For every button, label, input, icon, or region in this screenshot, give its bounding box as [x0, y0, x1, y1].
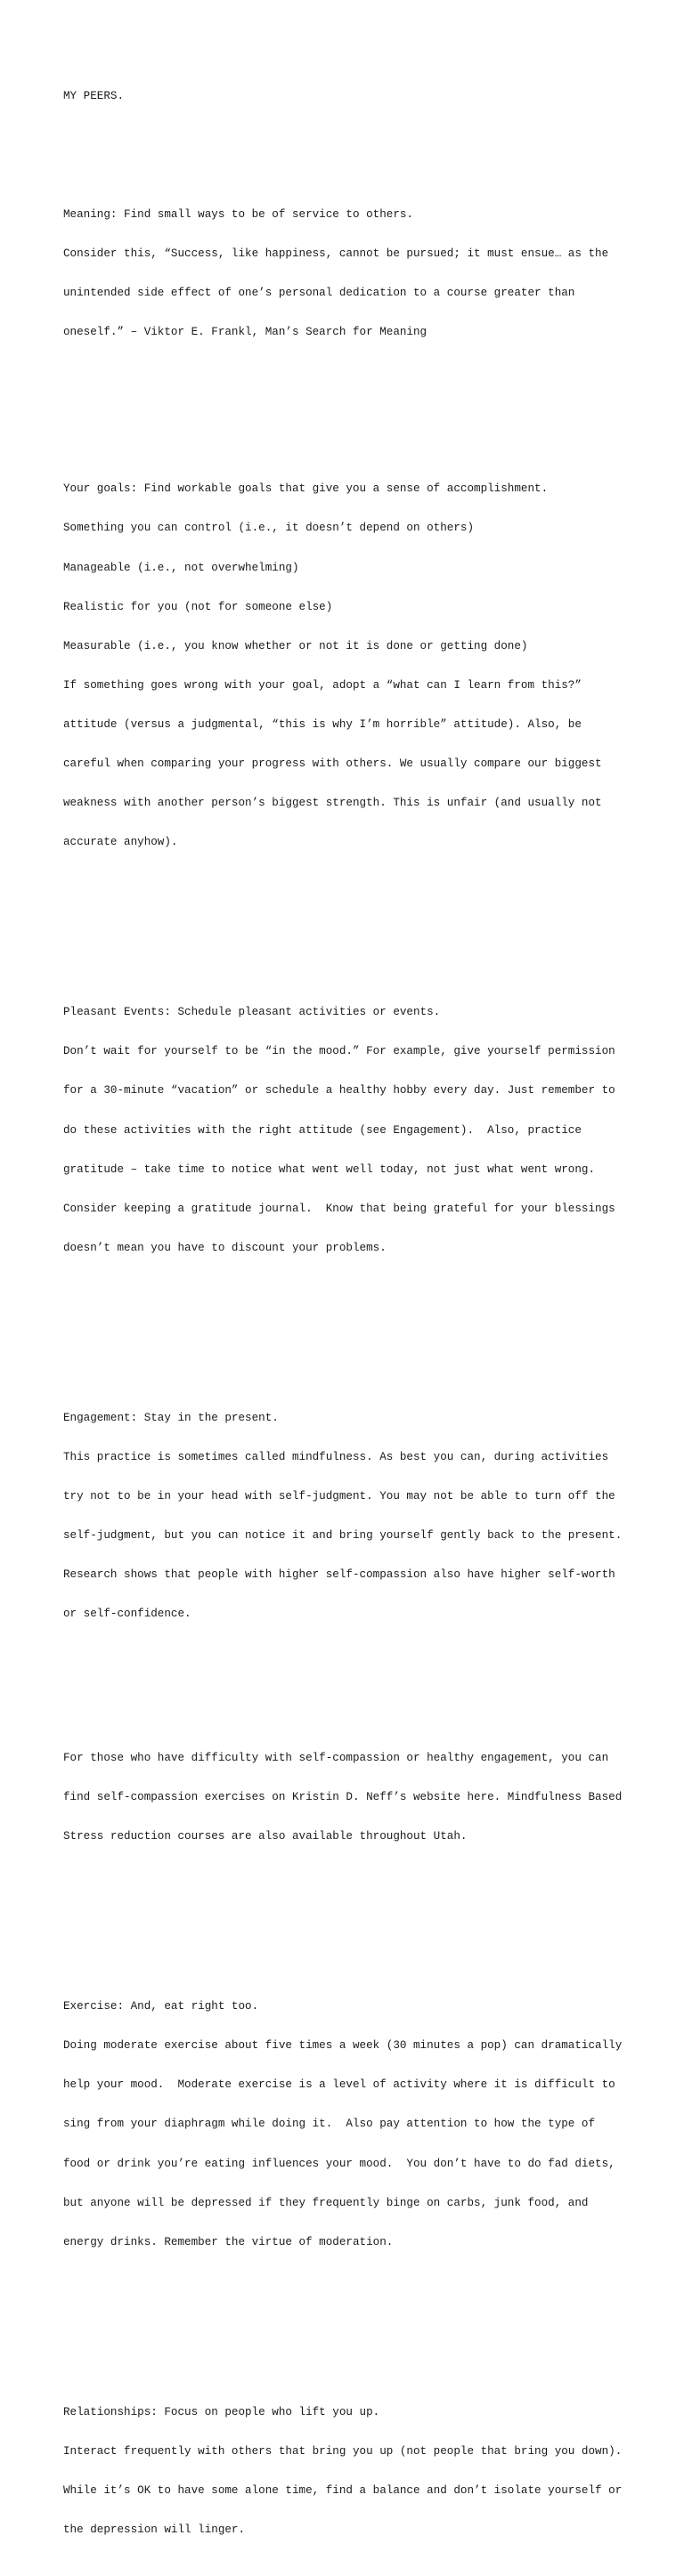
section-meaning [63, 182, 651, 365]
paragraph-line: Something you can control (i.e., it doesn’t depend on others) [63, 522, 475, 535]
paragraph-line: Research shows that people with higher self-compassion also have higher self-worth [63, 1568, 615, 1582]
section-engagement [63, 1385, 651, 1647]
section-heading-meaning: Meaning: Find small ways to be of service to others. [63, 207, 413, 221]
paragraph-line: or self-confidence. [63, 1608, 191, 1621]
paragraph-line: find self-compassion exercises on Kristin D. Neff’s website here. Mindfulness Based [63, 1791, 623, 1804]
spacer [63, 902, 651, 941]
paragraph-line: Interact frequently with others that bring you up (not people that bring you down). [63, 2444, 623, 2458]
spacer [63, 391, 651, 417]
paragraph-line: self-judgment, but you can notice it and bring yourself gently back to the present. [63, 1529, 623, 1543]
paragraph-line: Consider this, “Success, like happiness, cannot be pursued; it must ensue… as the [63, 247, 609, 260]
section-goals [63, 457, 651, 875]
paragraph-line: accurate anyhow). [63, 836, 178, 849]
spacer [63, 1307, 651, 1346]
section-heading-exercise: Exercise: And, eat right too. [63, 2000, 259, 2013]
paragraph-line: doesn’t mean you have to discount your problems. [63, 1241, 387, 1254]
paragraph-line: the depression will linger. [63, 2523, 246, 2537]
paragraph-line: Realistic for you (not for someone else) [63, 600, 333, 613]
spacer [63, 2301, 651, 2340]
spacer [63, 1673, 651, 1687]
section-relationships [63, 2379, 651, 2563]
section-heading-engagement: Engagement: Stay in the present. [63, 1411, 279, 1424]
spacer [63, 1896, 651, 1935]
paragraph-line: This practice is sometimes called mindfulness. As best you can, during activities [63, 1450, 609, 1463]
section-heading-goals: Your goals: Find workable goals that give you a sense of accomplishment. [63, 482, 549, 496]
paragraph-line: Don’t wait for yourself to be “in the mood.” For example, give yourself permission [63, 1045, 615, 1058]
paragraph-line: attitude (versus a judgmental, “this is why I’m horrible” attitude). Also, be [63, 717, 582, 731]
paragraph-line: help your mood. Moderate exercise is a level of activity where it is difficult to [63, 2078, 615, 2092]
paragraph-line: food or drink you’re eating influences your mood. You don’t have to do fad diets, [63, 2157, 615, 2170]
section-heading-pleasant-events: Pleasant Events: Schedule pleasant activities or events. [63, 1006, 441, 1019]
paragraph-line: Consider keeping a gratitude journal. Know that being grateful for your blessings [63, 1202, 615, 1215]
document-title: MY PEERS. [63, 90, 125, 103]
paragraph-line: weakness with another person’s biggest strength. This is unfair (and usually not [63, 797, 602, 810]
paragraph-line: For those who have difficulty with self-compassion or healthy engagement, you can [63, 1752, 609, 1764]
paragraph-line: While it’s OK to have some alone time, find a balance and don’t isolate yourself or [63, 2483, 623, 2497]
paragraph-line: Doing moderate exercise about five times a week (30 minutes a pop) can dramatically [63, 2039, 623, 2053]
paragraph-line: unintended side effect of one’s personal dedication to a course greater than [63, 286, 575, 299]
paragraph-line: but anyone will be depressed if they frequently binge on carbs, junk food, and [63, 2196, 589, 2209]
section-exercise [63, 1974, 651, 2275]
paragraph-line: do these activities with the right attitude (see Engagement). Also, practice [63, 1123, 582, 1137]
section-pleasant-events [63, 980, 651, 1281]
document-page [63, 64, 651, 2576]
paragraph-line: for a 30-minute “vacation” or schedule a healthy hobby every day. Just remember to [63, 1084, 615, 1098]
paragraph-line: Stress reduction courses are also available throughout Utah. [63, 1830, 468, 1843]
paragraph-line: energy drinks. Remember the virtue of moderation. [63, 2235, 394, 2248]
paragraph-line: Manageable (i.e., not overwhelming) [63, 561, 299, 574]
paragraph-line: If something goes wrong with your goal, adopt a “what can I learn from this?” [63, 678, 582, 692]
paragraph-line: try not to be in your head with self-judgment. You may not be able to turn off the [63, 1490, 615, 1503]
paragraph-line: gratitude – take time to notice what went well today, not just what went wrong. [63, 1162, 596, 1176]
paragraph-line: careful when comparing your progress with others. We usually compare our biggest [63, 757, 602, 771]
paragraph-line: oneself.” – Viktor E. Frankl, Man’s Search for Meaning [63, 325, 428, 338]
paragraph-line: sing from your diaphragm while doing it. Also pay attention to how the type of [63, 2118, 596, 2131]
spacer [63, 130, 651, 143]
paragraph-line: Measurable (i.e., you know whether or not it is done or getting done) [63, 639, 528, 652]
section-heading-relationships: Relationships: Focus on people who lift you up. [63, 2405, 380, 2418]
section-engagement-resources [63, 1726, 651, 1870]
